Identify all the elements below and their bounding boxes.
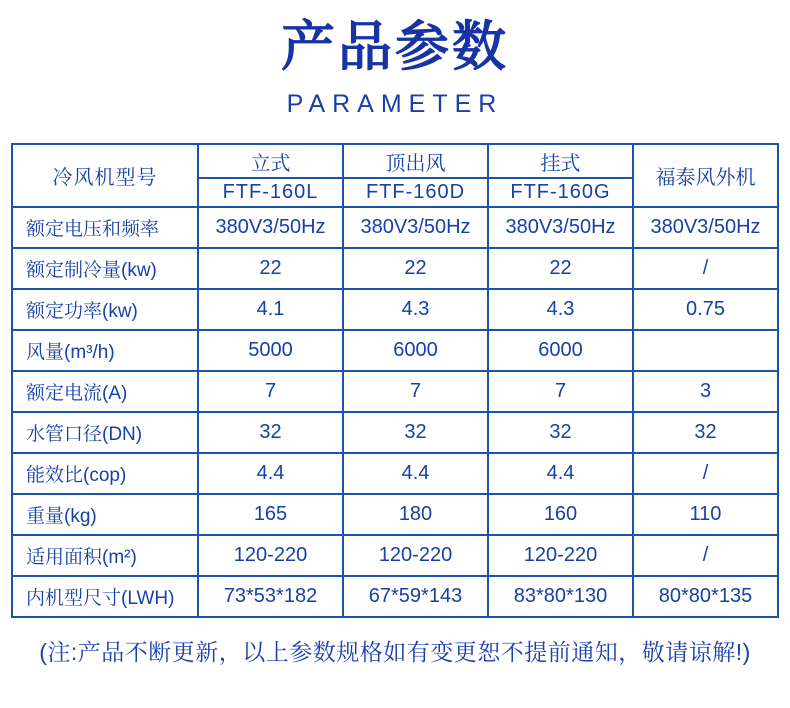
cell-value: 3 [633, 371, 778, 412]
cell-value: 83*80*130 [488, 576, 633, 617]
cell-value: 4.1 [198, 289, 343, 330]
cell-value: / [633, 248, 778, 289]
header-type-top-outlet: 顶出风 [343, 144, 488, 178]
cell-value: 380V3/50Hz [343, 207, 488, 248]
row-label: 额定功率(kw) [12, 289, 198, 330]
cell-value: 67*59*143 [343, 576, 488, 617]
row-label: 内机型尺寸(LWH) [12, 576, 198, 617]
row-label: 能效比(cop) [12, 453, 198, 494]
cell-value: 120-220 [488, 535, 633, 576]
table-row-voltage [12, 207, 778, 248]
header-type-row [12, 144, 778, 178]
header-model-corner: 冷风机型号 [12, 144, 198, 207]
table-row-air-volume [12, 330, 778, 371]
cell-value: 4.3 [488, 289, 633, 330]
page-subtitle: PARAMETER [286, 90, 504, 119]
table-row-weight [12, 494, 778, 535]
cell-value: 22 [488, 248, 633, 289]
row-label: 额定制冷量(kw) [12, 248, 198, 289]
row-label: 适用面积(m²) [12, 535, 198, 576]
cell-value [633, 330, 778, 371]
row-label: 水管口径(DN) [12, 412, 198, 453]
row-label: 额定电流(A) [12, 371, 198, 412]
cell-value: 6000 [488, 330, 633, 371]
cell-value: 380V3/50Hz [488, 207, 633, 248]
cell-value: 73*53*182 [198, 576, 343, 617]
cell-value: 4.3 [343, 289, 488, 330]
table-row-cop [12, 453, 778, 494]
table-row-applicable-area [12, 535, 778, 576]
cell-value: 110 [633, 494, 778, 535]
cell-value: 4.4 [198, 453, 343, 494]
cell-value: 5000 [198, 330, 343, 371]
cell-value: 7 [343, 371, 488, 412]
table-row-pipe-diameter [12, 412, 778, 453]
table-row-rated-current [12, 371, 778, 412]
page-title: 产品参数 [281, 17, 509, 77]
cell-value: 7 [488, 371, 633, 412]
header-model-ftf160d: FTF-160D [343, 178, 488, 207]
header-type-wall-mounted: 挂式 [488, 144, 633, 178]
header-model-ftf160g: FTF-160G [488, 178, 633, 207]
cell-value: 7 [198, 371, 343, 412]
cell-value: 80*80*135 [633, 576, 778, 617]
cell-value: 165 [198, 494, 343, 535]
cell-value: 6000 [343, 330, 488, 371]
header-type-vertical: 立式 [198, 144, 343, 178]
spec-table [11, 143, 779, 618]
table-row-cooling-capacity [12, 248, 778, 289]
cell-value: 22 [198, 248, 343, 289]
row-label: 重量(kg) [12, 494, 198, 535]
cell-value: 120-220 [343, 535, 488, 576]
table-row-rated-power [12, 289, 778, 330]
cell-value: 380V3/50Hz [198, 207, 343, 248]
cell-value: 32 [343, 412, 488, 453]
row-label: 风量(m³/h) [12, 330, 198, 371]
cell-value: 0.75 [633, 289, 778, 330]
cell-value: 32 [633, 412, 778, 453]
cell-value: / [633, 453, 778, 494]
cell-value: / [633, 535, 778, 576]
cell-value: 22 [343, 248, 488, 289]
table-row-unit-dimensions [12, 576, 778, 617]
cell-value: 32 [488, 412, 633, 453]
cell-value: 32 [198, 412, 343, 453]
header-outdoor-unit: 福泰风外机 [633, 144, 778, 207]
cell-value: 4.4 [343, 453, 488, 494]
cell-value: 120-220 [198, 535, 343, 576]
cell-value: 180 [343, 494, 488, 535]
cell-value: 160 [488, 494, 633, 535]
header-model-ftf160l: FTF-160L [198, 178, 343, 207]
footer-note: (注:产品不断更新，以上参数规格如有变更恕不提前通知，敬请谅解!) [39, 639, 751, 666]
cell-value: 380V3/50Hz [633, 207, 778, 248]
row-label: 额定电压和频率 [12, 207, 198, 248]
cell-value: 4.4 [488, 453, 633, 494]
